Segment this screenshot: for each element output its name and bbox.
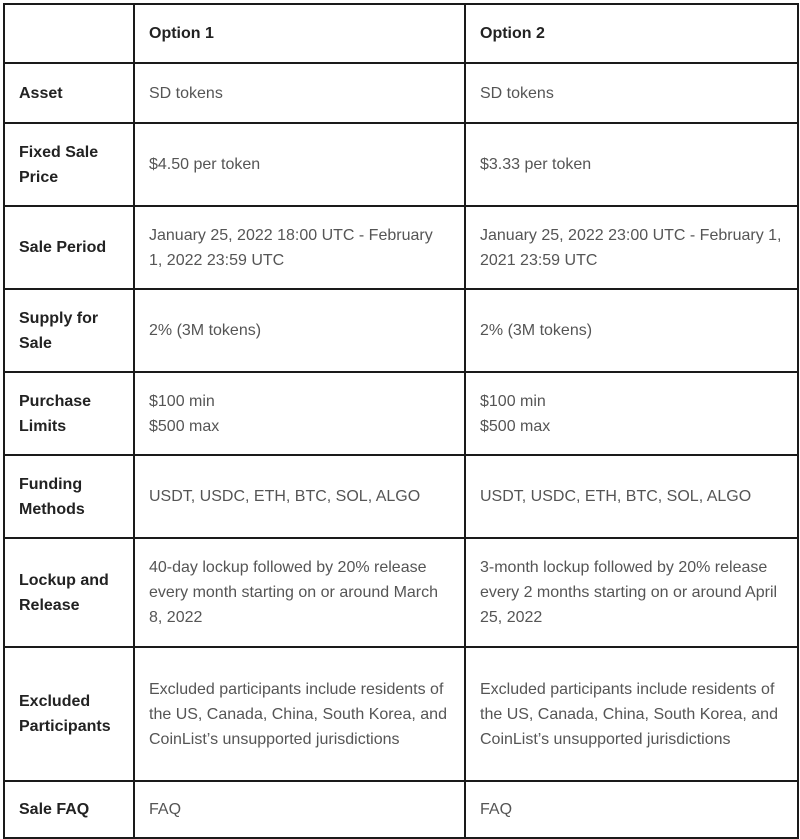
row-label-purchase-limits: Purchase Limits [4, 372, 134, 455]
table-row-sale-period [4, 206, 798, 289]
asset-option-1: SD tokens [134, 63, 465, 123]
lockup-and-release-option-1: 40-day lockup followed by 20% release every month starting on or around March 8, 2022 [134, 538, 465, 647]
supply-for-sale-option-1: 2% (3M tokens) [134, 289, 465, 372]
row-label-fixed-sale-price: Fixed Sale Price [4, 123, 134, 206]
table-row-supply-for-sale [4, 289, 798, 372]
table-row-sale-faq [4, 781, 798, 838]
header-row [4, 4, 798, 63]
funding-methods-option-2: USDT, USDC, ETH, BTC, SOL, ALGO [465, 455, 798, 538]
row-label-lockup-and-release: Lockup and Release [4, 538, 134, 647]
row-label-sale-period: Sale Period [4, 206, 134, 289]
sale-faq-link-option-2[interactable]: FAQ [465, 781, 798, 838]
table-row-fixed-sale-price [4, 123, 798, 206]
header-corner-cell [4, 4, 134, 63]
row-label-asset: Asset [4, 63, 134, 123]
row-label-supply-for-sale: Supply for Sale [4, 289, 134, 372]
purchase-limits-option-1-min: $100 min [149, 392, 215, 410]
purchase-limits-option-2 [465, 372, 798, 455]
asset-option-2: SD tokens [465, 63, 798, 123]
fixed-sale-price-option-1: $4.50 per token [134, 123, 465, 206]
table-row-lockup-and-release [4, 538, 798, 647]
table-row-funding-methods [4, 455, 798, 538]
header-option-2: Option 2 [465, 4, 798, 63]
row-label-excluded-participants: Excluded Participants [4, 647, 134, 781]
fixed-sale-price-option-2: $3.33 per token [465, 123, 798, 206]
table-row-purchase-limits [4, 372, 798, 455]
table-row-excluded-participants [4, 647, 798, 781]
token-sale-table [3, 3, 799, 839]
excluded-participants-option-1: Excluded participants include residents of the US, Canada, China, South Korea, and CoinList’s unsupported jurisdictions [134, 647, 465, 781]
sale-period-option-1: January 25, 2022 18:00 UTC - February 1, 2022 23:59 UTC [134, 206, 465, 289]
funding-methods-option-1: USDT, USDC, ETH, BTC, SOL, ALGO [134, 455, 465, 538]
sale-period-option-2: January 25, 2022 23:00 UTC - February 1, 2021 23:59 UTC [465, 206, 798, 289]
excluded-participants-option-2: Excluded participants include residents of the US, Canada, China, South Korea, and CoinList’s unsupported jurisdictions [465, 647, 798, 781]
row-label-funding-methods: Funding Methods [4, 455, 134, 538]
supply-for-sale-option-2: 2% (3M tokens) [465, 289, 798, 372]
purchase-limits-option-1 [134, 372, 465, 455]
lockup-and-release-option-2: 3-month lockup followed by 20% release every 2 months starting on or around April 25, 2022 [465, 538, 798, 647]
sale-faq-link-option-1[interactable]: FAQ [134, 781, 465, 838]
table-row-asset [4, 63, 798, 123]
purchase-limits-option-2-max: $500 max [480, 417, 551, 435]
row-label-sale-faq: Sale FAQ [4, 781, 134, 838]
purchase-limits-option-2-min: $100 min [480, 392, 546, 410]
header-option-1: Option 1 [134, 4, 465, 63]
purchase-limits-option-1-max: $500 max [149, 417, 220, 435]
